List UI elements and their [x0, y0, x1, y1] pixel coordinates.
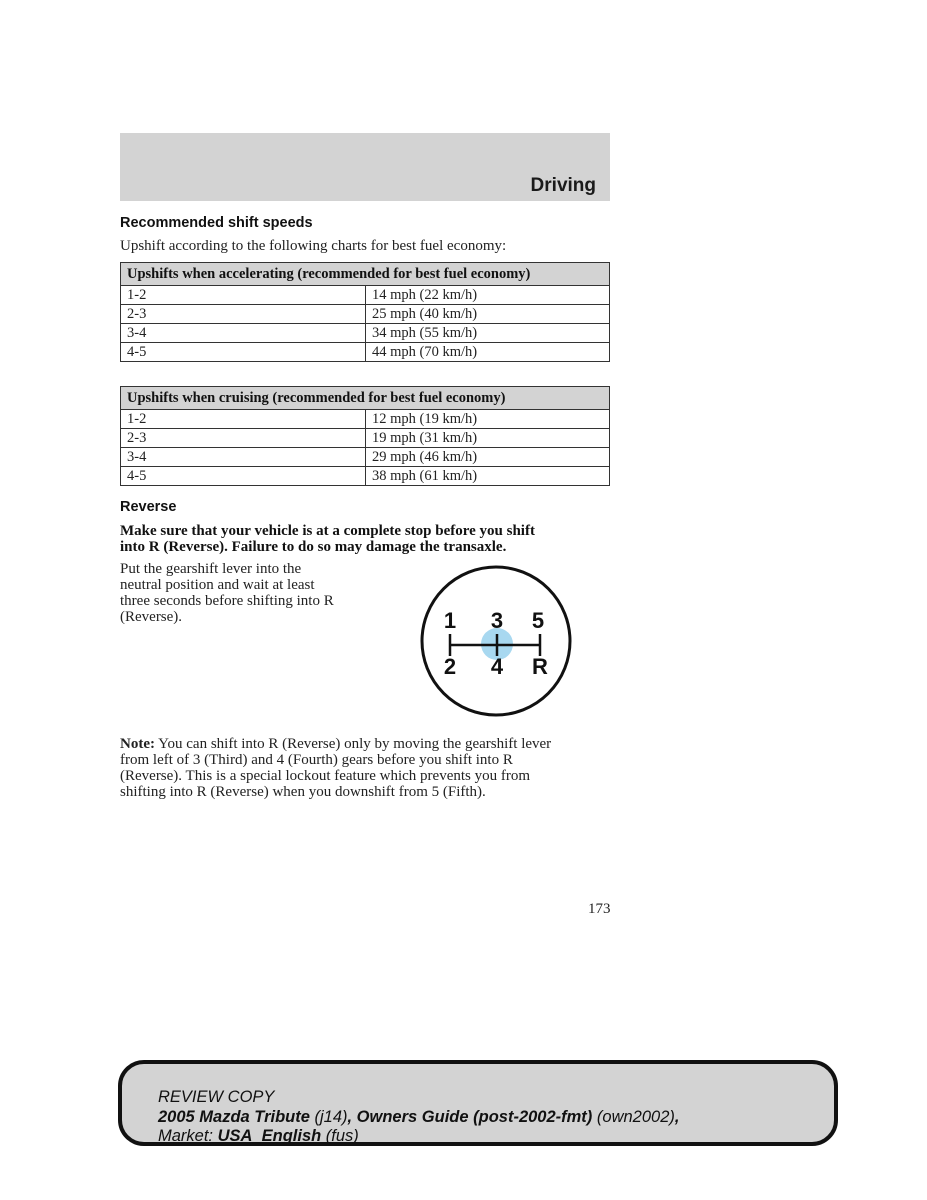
shift-cell: 1-2 [121, 410, 366, 429]
footer-model-code: (j14) [309, 1108, 348, 1126]
reverse-warning-line-2: into R (Reverse). Failure to do so may damage the transaxle. [120, 539, 507, 555]
heading-reverse: Reverse [120, 499, 177, 515]
gear-label-1: 1 [443, 608, 457, 633]
heading-recommended-shift-speeds: Recommended shift speeds [120, 215, 313, 231]
note-line-1 [120, 736, 551, 752]
note-line-3: (Reverse). This is a special lockout feature which prevents you from [120, 768, 531, 784]
gear-label-3: 3 [490, 608, 504, 633]
table-row [121, 286, 610, 305]
shift-cell: 4-5 [121, 467, 366, 486]
intro-text: Upshift according to the following charts for best fuel economy: [120, 238, 507, 254]
shift-cell: 3-4 [121, 324, 366, 343]
footer-guide-code: (own2002) [592, 1108, 675, 1126]
instruction-line: Put the gearshift lever into the [120, 561, 302, 577]
table-row [121, 467, 610, 486]
shift-cell: 1-2 [121, 286, 366, 305]
note-line-4: shifting into R (Reverse) when you downshift from 5 (Fifth). [120, 784, 486, 800]
footer-market-info [158, 1127, 359, 1146]
table-row [121, 448, 610, 467]
footer-market-label: Market: [158, 1127, 218, 1145]
speed-cell: 38 mph (61 km/h) [366, 467, 610, 486]
shift-cell: 4-5 [121, 343, 366, 362]
speed-cell: 12 mph (19 km/h) [366, 410, 610, 429]
gear-shift-pattern-diagram [418, 565, 574, 717]
note-label: Note: [120, 736, 155, 752]
table-row [121, 324, 610, 343]
table-row [121, 410, 610, 429]
footer-guide: , Owners Guide (post-2002-fmt) [347, 1108, 593, 1126]
table-row [121, 305, 610, 324]
speed-cell: 44 mph (70 km/h) [366, 343, 610, 362]
speed-cell: 25 mph (40 km/h) [366, 305, 610, 324]
accelerating-table-header: Upshifts when accelerating (recommended for best fuel economy) [121, 263, 610, 286]
cruising-table-header: Upshifts when cruising (recommended for best fuel economy) [121, 387, 610, 410]
footer-market: USA_English [217, 1127, 322, 1145]
shift-cell: 2-3 [121, 429, 366, 448]
speed-cell: 29 mph (46 km/h) [366, 448, 610, 467]
instruction-line: (Reverse). [120, 609, 183, 625]
speed-cell: 34 mph (55 km/h) [366, 324, 610, 343]
page-number: 173 [588, 901, 611, 917]
gear-label-4: 4 [490, 654, 504, 679]
footer-model: 2005 Mazda Tribute [158, 1108, 310, 1126]
speed-cell: 19 mph (31 km/h) [366, 429, 610, 448]
note-text: You can shift into R (Reverse) only by moving the gearshift lever [154, 736, 552, 752]
footer-comma: , [674, 1108, 680, 1126]
footer-review-copy: REVIEW COPY [158, 1088, 275, 1106]
shift-cell: 3-4 [121, 448, 366, 467]
accelerating-table [120, 262, 610, 362]
note-line-2: from left of 3 (Third) and 4 (Fourth) gears before you shift into R [120, 752, 513, 768]
gear-label-2: 2 [443, 654, 457, 679]
footer-market-code: (fus) [321, 1127, 359, 1145]
footer-document-info [158, 1108, 679, 1127]
gear-label-reverse: R [532, 654, 548, 679]
cruising-table [120, 386, 610, 486]
reverse-warning-line-1: Make sure that your vehicle is at a complete stop before you shift [120, 523, 535, 539]
section-header-band [120, 133, 610, 201]
instruction-line: three seconds before shifting into R [120, 593, 334, 609]
speed-cell: 14 mph (22 km/h) [366, 286, 610, 305]
shift-cell: 2-3 [121, 305, 366, 324]
table-row [121, 429, 610, 448]
table-row [121, 343, 610, 362]
instruction-line: neutral position and wait at least [120, 577, 315, 593]
gear-label-5: 5 [531, 608, 545, 633]
section-title: Driving [530, 175, 596, 196]
